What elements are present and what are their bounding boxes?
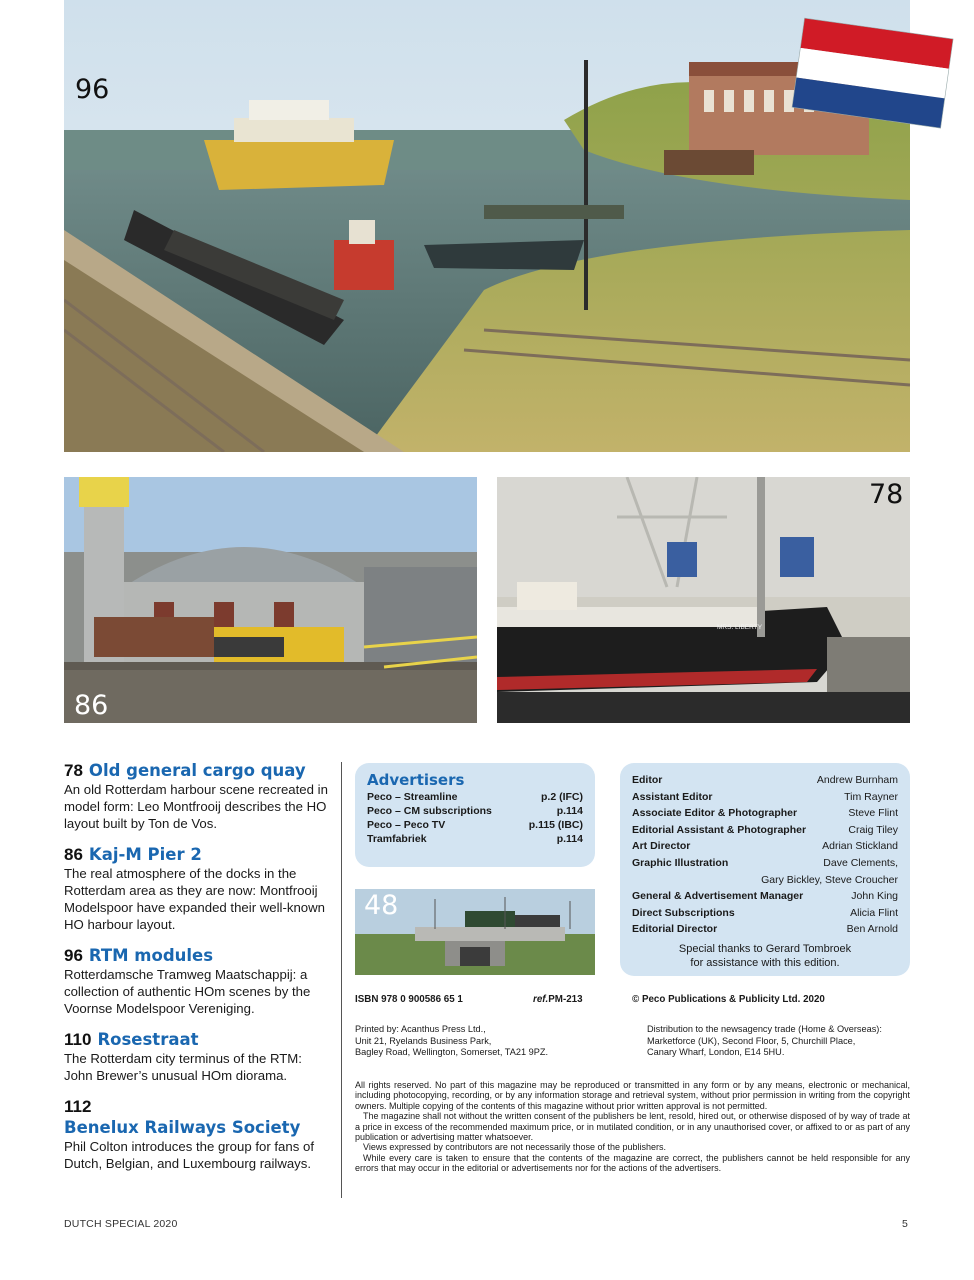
- left-photo-page-ref: 86: [74, 690, 109, 721]
- issue-title: DUTCH SPECIAL 2020: [64, 1218, 178, 1230]
- contents-entry: [64, 1029, 332, 1084]
- staff-row: [632, 921, 898, 938]
- thanks-line: for assistance with this edition.: [690, 956, 840, 969]
- right-photo-page-ref: 78: [869, 479, 904, 510]
- entry-heading: [64, 945, 332, 966]
- advertiser-row: [367, 832, 583, 846]
- entry-description: The Rotterdam city terminus of the RTM: John Brewer’s unusual HOm diorama.: [64, 1051, 302, 1083]
- advertiser-row: [367, 804, 583, 818]
- staff-role: Art Director: [632, 840, 691, 853]
- entry-title: RTM modules: [88, 946, 214, 965]
- address-line: Distribution to the newsagency trade (Home & Overseas):: [647, 1024, 882, 1034]
- staff-name: Alicia Flint: [850, 906, 898, 919]
- column-divider: [341, 762, 342, 1198]
- ship-name-label: MRS. LIBERTY: [717, 624, 763, 631]
- copyright-notice: © Peco Publications & Publicity Ltd. 2020: [632, 994, 825, 1005]
- entry-page-number: 86: [64, 845, 83, 864]
- staff-role: Editor: [632, 774, 663, 786]
- entry-description: The real atmosphere of the docks in the Rotterdam area as they are now: Montfrooij Modelspoor have expanded their well-known HO harbour layout.: [64, 866, 325, 932]
- advertiser-name: Peco – Streamline: [367, 791, 458, 803]
- contents-entry: [64, 945, 332, 1017]
- staff-name: Adrian Stickland: [822, 840, 898, 853]
- reference-code: [533, 994, 583, 1006]
- legal-paragraph: The magazine shall not without the written consent of the publishers be lent, resold, hired out, or otherwise disposed of by way of trade at a price in excess of the recommended maximum price, or in mutilated condition, or in any unauthorised cover, or affixed to or as part of any publication or advertising matter whatsoever.: [355, 1111, 910, 1143]
- legal-notice: [355, 1080, 910, 1174]
- staff-role: Editorial Director: [632, 923, 718, 936]
- entry-description: Phil Colton introduces the group for fans of Dutch, Belgian, and Luxembourg railways.: [64, 1139, 314, 1171]
- staff-name: Andrew Burnham: [816, 774, 898, 786]
- staff-row: [632, 789, 898, 806]
- advertiser-page: p.114: [556, 805, 583, 817]
- staff-role: General & Advertisement Manager: [632, 890, 804, 903]
- entry-heading: [64, 1029, 332, 1050]
- advertiser-name: Peco – CM subscriptions: [367, 805, 492, 817]
- staff-name: Steve Flint: [848, 807, 898, 820]
- cargo-quay-photo: [497, 477, 910, 723]
- staff-role: Graphic Illustration: [632, 856, 729, 869]
- staff-name: John King: [851, 890, 898, 903]
- advertiser-page: p.114: [556, 833, 583, 845]
- contents-entry: [64, 1096, 332, 1172]
- entry-page-number: 110: [64, 1030, 92, 1049]
- advertiser-page: p.115 (IBC): [528, 819, 583, 831]
- advertiser-name: Peco – Peco TV: [367, 819, 446, 831]
- entry-page-number: 112: [64, 1097, 92, 1116]
- staff-role: Direct Subscriptions: [632, 906, 735, 919]
- isbn: ISBN 978 0 900586 65 1: [355, 994, 463, 1005]
- staff-box: [620, 763, 910, 976]
- contents-entry: [64, 760, 332, 832]
- address-line: Marketforce (UK), Second Floor, 5, Churchill Place,: [647, 1035, 856, 1046]
- entry-title: Kaj-M Pier 2: [88, 845, 202, 864]
- legal-paragraph: While every care is taken to ensure that the contents of the magazine are correct, the publishers cannot be held responsible for any errors that may occur in the editorial or advertisements nor for the actions of the advertisers.: [355, 1152, 910, 1174]
- legal-paragraph: All rights reserved. No part of this magazine may be reproduced or transmitted in any form or by any means, electronic or mechanical, including photocopying, recording, or by any information storage and retrieval system, without prior permission in writing from the copyright owners. Multiple copying of the contents of this magazine without prior written approval is not permitted.: [355, 1080, 910, 1111]
- staff-row: [632, 805, 898, 822]
- reference-number: PM-213: [548, 994, 583, 1005]
- advertiser-row: [367, 790, 583, 804]
- thanks-line: Special thanks to Gerard Tombroek: [678, 942, 852, 955]
- entry-title: Rosestraat: [97, 1030, 199, 1049]
- address-line: Canary Wharf, London, E14 5HU.: [647, 1047, 785, 1058]
- advertisers-title: Advertisers: [367, 771, 465, 789]
- main-photo-page-ref: 96: [75, 74, 110, 105]
- staff-name: Craig Tiley: [848, 823, 898, 836]
- entry-title: Old general cargo quay: [88, 761, 306, 780]
- entry-page-number: 78: [64, 761, 83, 780]
- advertisers-box: [355, 763, 595, 867]
- page-number: 5: [902, 1218, 908, 1230]
- address-line: Printed by: Acanthus Press Ltd.,: [355, 1024, 486, 1034]
- staff-role: Editorial Assistant & Photographer: [632, 823, 807, 836]
- staff-row: [632, 888, 898, 905]
- staff-name: Tim Rayner: [844, 790, 898, 803]
- pier-layout-photo: [64, 477, 477, 723]
- staff-row: [632, 772, 898, 789]
- staff-name: Dave Clements,: [823, 856, 898, 869]
- netherlands-flag-icon: [790, 8, 955, 133]
- distribution-address: [647, 1024, 915, 1059]
- advertiser-row: [367, 818, 583, 832]
- special-thanks: [632, 942, 898, 970]
- staff-row: [632, 905, 898, 922]
- small-photo-page-ref: 48: [364, 890, 399, 921]
- harbour-layout-photo: [64, 0, 910, 452]
- staff-role: Associate Editor & Photographer: [632, 807, 798, 820]
- reference-prefix: ref.: [533, 994, 549, 1005]
- address-line: Unit 21, Ryelands Business Park,: [355, 1035, 492, 1046]
- entry-heading: [64, 760, 332, 781]
- contents-entry: [64, 844, 332, 933]
- legal-paragraph: Views expressed by contributors are not necessarily those of the publishers.: [363, 1142, 666, 1153]
- contents-list: [64, 760, 332, 1184]
- entry-description: Rotterdamsche Tramweg Maatschappij: a collection of authentic HOm scenes by the Voornse Modelspoor Vereniging.: [64, 967, 311, 1016]
- staff-name: Ben Arnold: [846, 923, 898, 936]
- address-line: Bagley Road, Wellington, Somerset, TA21 9PZ.: [355, 1047, 549, 1058]
- entry-title: Benelux Railways Society: [64, 1118, 301, 1137]
- staff-row: [632, 838, 898, 855]
- staff-name-continued: Gary Bickley, Steve Croucher: [761, 873, 898, 886]
- printer-address: [355, 1024, 615, 1059]
- advertiser-name: Tramfabriek: [367, 833, 427, 845]
- staff-role: Assistant Editor: [632, 790, 713, 803]
- entry-page-number: 96: [64, 946, 83, 965]
- entry-heading: [64, 844, 332, 865]
- entry-description: An old Rotterdam harbour scene recreated in model form: Leo Montfrooij describes the HO layout built by Ton de Vos.: [64, 782, 328, 831]
- entry-heading: [64, 1096, 332, 1138]
- staff-row: [632, 822, 898, 839]
- advertiser-page: p.2 (IFC): [541, 791, 583, 803]
- staff-row: [632, 855, 898, 872]
